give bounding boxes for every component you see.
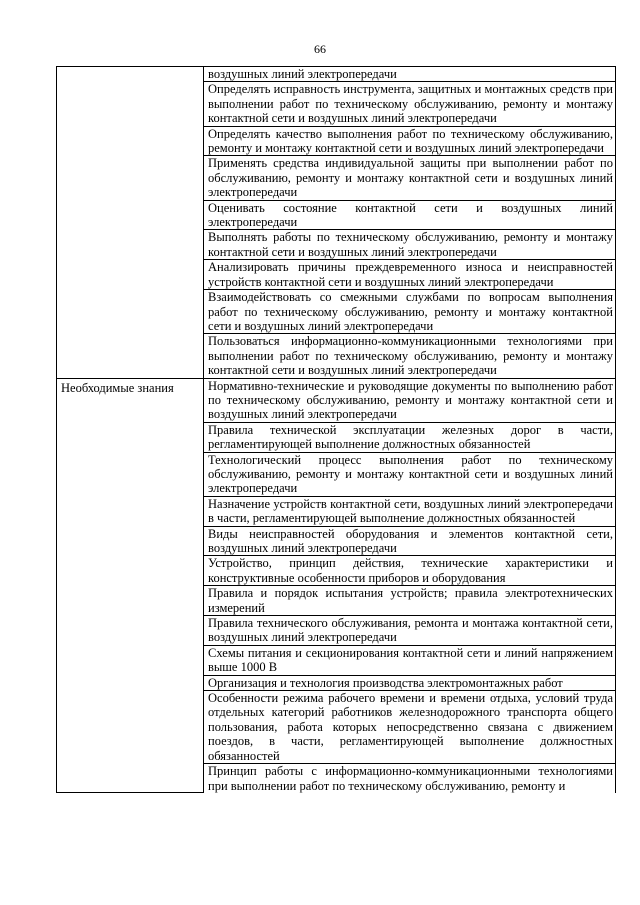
table-cell: Правила технического обслуживания, ремонта и монтажа контактной сети, воздушных линий электропередачи xyxy=(204,616,616,646)
table-cell: Анализировать причины преждевременного износа и неисправностей устройств контактной сети и воздушных линий электропередачи xyxy=(204,260,616,290)
table-cell: Особенности режима рабочего времени и времени отдыха, условий труда отдельных категорий работников железнодорожного транспорта общего пользования, работа которых непосредственно связана с движением поездов, в части, регламентирующей выполнение должностных обязанностей xyxy=(204,691,616,764)
table-cell: Правила технической эксплуатации железных дорог в части, регламентирующей выполнение должностных обязанностей xyxy=(204,422,616,452)
page-number: 66 xyxy=(314,42,326,56)
table-cell: Принцип работы с информационно-коммуникационными технологиями при выполнении работ по техническому обслуживанию, ремонту и xyxy=(204,764,616,793)
knowledge-label: Необходимые знания xyxy=(57,378,204,793)
table-cell: Назначение устройств контактной сети, воздушных линий электропередачи в части, регламентирующей выполнение должностных обязанностей xyxy=(204,496,616,526)
table-cell: Схемы питания и секционирования контактной сети и линий напряжением выше 1000 В xyxy=(204,645,616,675)
table-cell: Определять исправность инструмента, защитных и монтажных средств при выполнении работ по техническому обслуживанию, ремонту и монтажу контактной сети и воздушных линий электропередачи xyxy=(204,82,616,126)
table-cell: воздушных линий электропередачи xyxy=(204,67,616,82)
table-cell: Пользоваться информационно-коммуникационными технологиями при выполнении работ по техническому обслуживанию, ремонту и монтажу контактной сети и воздушных линий электропередачи xyxy=(204,334,616,378)
table-cell: Оценивать состояние контактной сети и воздушных линий электропередачи xyxy=(204,200,616,230)
table-cell: Определять качество выполнения работ по техническому обслуживанию, ремонту и монтажу контактной сети и воздушных линий электропередачи xyxy=(204,126,616,156)
table-row xyxy=(57,378,616,422)
table-cell: Виды неисправностей оборудования и элементов контактной сети, воздушных линий электропередачи xyxy=(204,526,616,556)
skills-label-cell xyxy=(57,67,204,379)
table-cell: Нормативно-технические и руководящие документы по выполнению работ по техническому обслуживанию, ремонту и монтажу контактной сети и воздушных линий электропередачи xyxy=(204,378,616,422)
competency-table xyxy=(56,66,616,793)
table-row xyxy=(57,67,616,82)
table-cell: Технологический процесс выполнения работ по техническому обслуживанию, ремонту и монтажу контактной сети и воздушных линий электропередачи xyxy=(204,452,616,496)
table-cell: Выполнять работы по техническому обслуживанию, ремонту и монтажу контактной сети и воздушных линий электропередачи xyxy=(204,230,616,260)
table-cell: Взаимодействовать со смежными службами по вопросам выполнения работ по техническому обслуживанию, ремонту и монтажу контактной сети и воздушных линий электропередачи xyxy=(204,290,616,334)
table-cell: Устройство, принцип действия, технические характеристики и конструктивные особенности приборов и оборудования xyxy=(204,556,616,586)
table-cell: Правила и порядок испытания устройств; правила электротехнических измерений xyxy=(204,586,616,616)
table-cell: Применять средства индивидуальной защиты при выполнении работ по обслуживанию, ремонту и монтажу контактной сети и воздушных линий электропередачи xyxy=(204,156,616,200)
table-cell: Организация и технология производства электромонтажных работ xyxy=(204,675,616,690)
